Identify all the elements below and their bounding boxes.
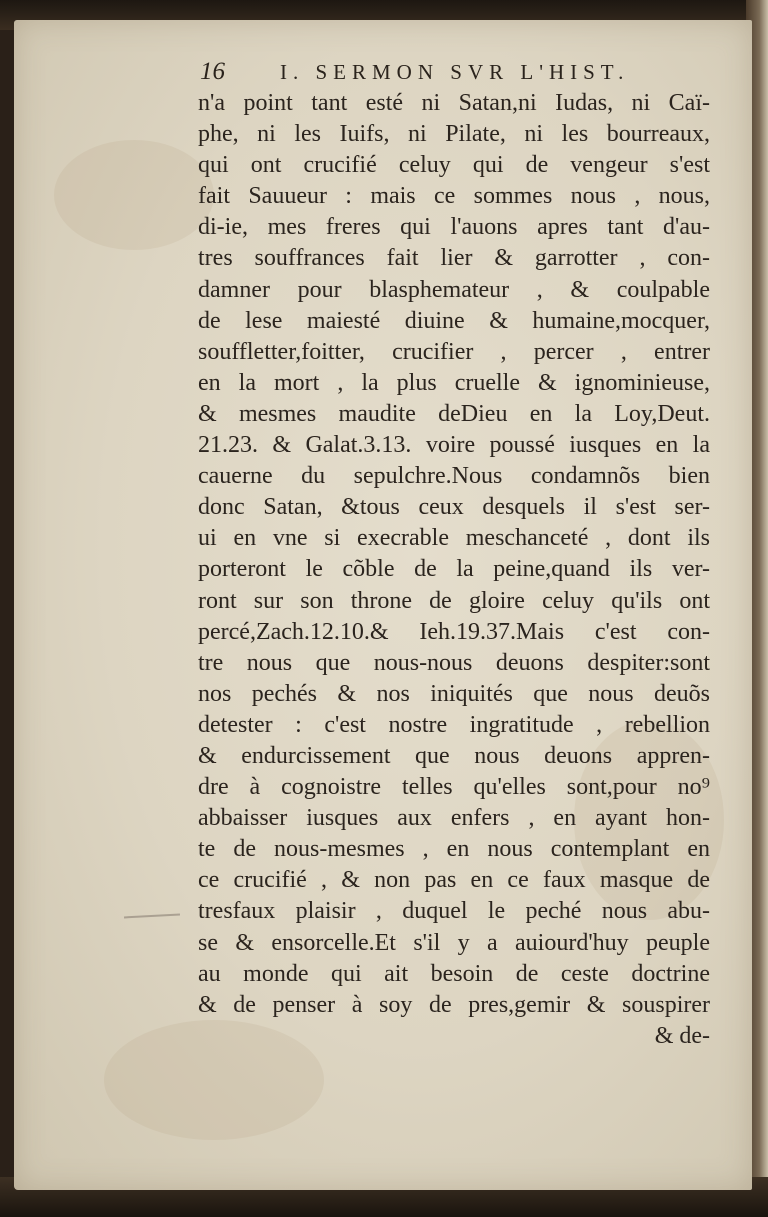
text-line: souffletter,foitter, crucifier , percer , entrer — [198, 338, 710, 365]
text-line: & mesmes maudite deDieu en la Loy,Deut. — [198, 400, 710, 427]
text-line: 21.23. & Galat.3.13. voire poussé iusques en la — [198, 432, 710, 459]
text-line: au monde qui ait besoin de ceste doctrine — [198, 960, 710, 987]
text-line: dre à cognoistre telles qu'elles sont,pour no⁹ — [198, 774, 710, 801]
text-line: damner pour blasphemateur , & coulpable — [198, 276, 710, 303]
text-line: ui en vne si execrable meschanceté , dont ils — [198, 525, 710, 552]
text-line: detester : c'est nostre ingratitude , rebellion — [198, 711, 710, 738]
text-line: en la mort , la plus cruelle & ignominieuse, — [198, 369, 710, 396]
text-line: di-ie, mes freres qui l'auons apres tant d'au- — [198, 214, 710, 241]
text-line: tre nous que nous-nous deuons despiter:sont — [198, 649, 710, 676]
sermon-text — [198, 88, 710, 1052]
text-line: nos pechés & nos iniquités que nous deuõs — [198, 680, 710, 707]
text-line: phe, ni les Iuifs, ni Pilate, ni les bourreaux, — [198, 121, 710, 148]
text-line: & endurcissement que nous deuons appren- — [198, 742, 710, 769]
text-line: te de nous-mesmes , en nous contemplant en — [198, 836, 710, 863]
text-line: ce crucifié , & non pas en ce faux masque de — [198, 867, 710, 894]
text-line: abbaisser iusques aux enfers , en ayant hon- — [198, 805, 710, 832]
page-number: 16 — [200, 58, 225, 85]
paper-stain — [54, 140, 214, 250]
text-line: donc Satan, &tous ceux desquels il s'est ser- — [198, 494, 710, 521]
text-line: cauerne du sepulchre.Nous condamnõs bien — [198, 463, 710, 490]
text-line: percé,Zach.12.10.& Ieh.19.37.Mais c'est con- — [198, 618, 710, 645]
text-line: fait Sauueur : mais ce sommes nous , nous, — [198, 183, 710, 210]
text-line: & de penser à soy de pres,gemir & souspirer — [198, 991, 710, 1018]
catchword: & de- — [654, 1022, 710, 1049]
text-line: porteront le cõble de la peine,quand ils ver- — [198, 556, 710, 583]
running-head: I. SERMON SVR L'HIST. — [280, 60, 630, 84]
page-header — [186, 56, 666, 90]
text-line: qui ont crucifié celuy qui de vengeur s'est — [198, 152, 710, 179]
text-line: de lese maiesté diuine & humaine,mocquer, — [198, 307, 710, 334]
text-line: n'a point tant esté ni Satan,ni Iudas, ni Caï- — [198, 90, 710, 116]
text-line: tres souffrances fait lier & garrotter , con- — [198, 245, 710, 272]
text-line: tresfaux plaisir , duquel le peché nous abu- — [198, 898, 710, 925]
text-line: se & ensorcelle.Et s'il y a auiourd'huy peuple — [198, 929, 710, 956]
text-line: ront sur son throne de gloire celuy qu'ils ont — [198, 587, 710, 614]
